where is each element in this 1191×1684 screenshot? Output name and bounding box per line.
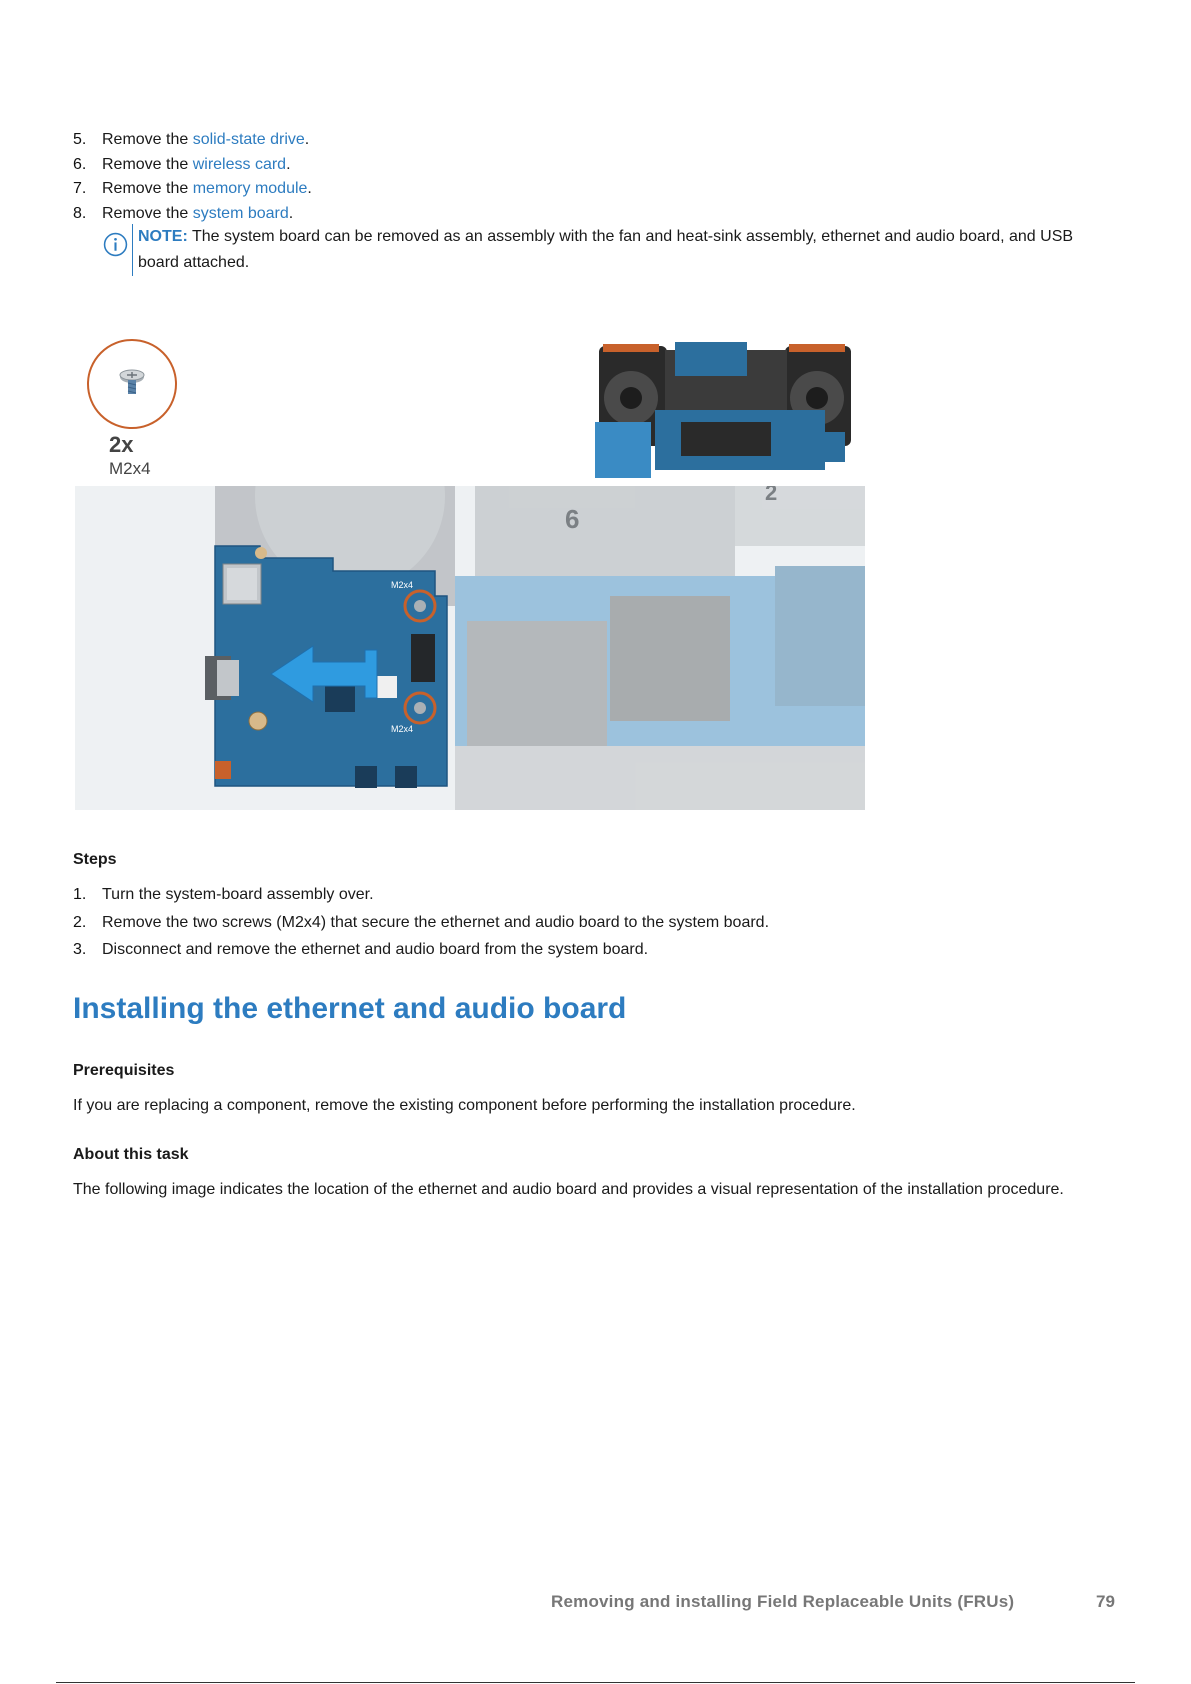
step-number: 1.: [73, 886, 87, 903]
board-label: 2: [765, 486, 778, 505]
system-board-illustration: [75, 486, 865, 810]
step-text-suffix: .: [288, 204, 294, 222]
footer-chapter-title: Removing and installing Field Replaceable Units (FRUs): [551, 1592, 1015, 1611]
step-text: Remove the two screws (M2x4) that secure the ethernet and audio board to the system board.: [102, 913, 770, 931]
step-text: [102, 153, 291, 178]
note-text: The system board can be removed as an assembly with the fan and heat-sink assembly, ethernet and audio board, and USB board attached.: [138, 228, 1074, 271]
step-number: 7.: [73, 180, 87, 197]
step-item: [73, 936, 1113, 964]
step-text-prefix: Remove the: [102, 155, 193, 173]
step-text: [102, 128, 309, 153]
step-text: Turn the system-board assembly over.: [102, 886, 374, 903]
step-text-suffix: .: [304, 131, 310, 148]
system-board-link[interactable]: system board: [192, 204, 289, 222]
step-number: 6.: [73, 155, 87, 173]
steps-list: [73, 881, 1113, 964]
note-callout: [103, 224, 1082, 276]
about-heading: About this task: [73, 1146, 189, 1163]
screw-count: 2x: [109, 432, 134, 457]
step-text-suffix: .: [286, 155, 291, 173]
prerequisites-text: If you are replacing a component, remove the existing component before performing the installation procedure.: [73, 1097, 856, 1114]
step-text-prefix: Remove the: [102, 180, 193, 197]
previous-step: [73, 177, 1113, 202]
previous-steps-list: [73, 128, 1113, 226]
screw-tag: M2x4: [391, 580, 414, 590]
steps-heading: Steps: [73, 851, 117, 868]
note-label: NOTE:: [138, 228, 188, 245]
page-number: 79: [1096, 1592, 1115, 1611]
solid-state-drive-link[interactable]: solid-state drive: [192, 131, 305, 148]
footer-divider: [56, 1682, 1135, 1683]
step-text-prefix: Remove the: [102, 204, 193, 222]
previous-step: [73, 202, 1113, 227]
previous-step: [73, 153, 1113, 178]
memory-module-link[interactable]: memory module: [192, 180, 308, 197]
removal-illustration: [72, 332, 872, 814]
step-item: [73, 909, 1113, 937]
board-label: 6: [565, 504, 580, 534]
previous-step: [73, 128, 1113, 153]
system-board-assembly-thumbnail: [595, 340, 857, 480]
info-icon: [103, 232, 128, 257]
step-text: [102, 202, 293, 227]
step-item: [73, 881, 1113, 909]
screw-size: M2x4: [109, 459, 151, 478]
screw-callout: [87, 339, 177, 429]
step-number: 2.: [73, 913, 87, 931]
note-body: [132, 224, 1082, 276]
step-number: 3.: [73, 941, 87, 958]
section-heading: Installing the ethernet and audio board: [73, 992, 627, 1025]
step-number: 8.: [73, 204, 87, 222]
screw-tag: M2x4: [391, 724, 414, 734]
wireless-card-link[interactable]: wireless card: [192, 155, 287, 173]
prerequisites-heading: Prerequisites: [73, 1062, 175, 1079]
screw-icon: [89, 341, 179, 431]
step-text-suffix: .: [307, 180, 312, 197]
step-number: 5.: [73, 131, 87, 148]
step-text-prefix: Remove the: [102, 131, 193, 148]
step-text: [102, 177, 312, 202]
about-text: The following image indicates the location of the ethernet and audio board and provides a visual representation of the installation procedure.: [73, 1181, 1064, 1198]
step-text: Disconnect and remove the ethernet and audio board from the system board.: [102, 941, 649, 958]
